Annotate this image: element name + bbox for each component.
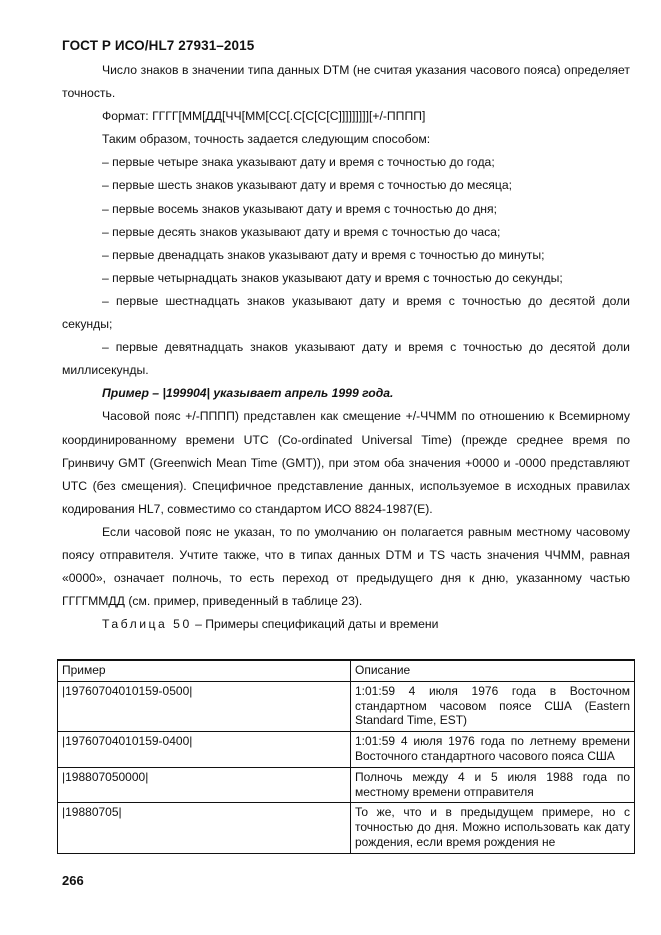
paragraph-intro: Таким образом, точность задается следующим способом: xyxy=(102,132,431,147)
cell-example: |19880705| xyxy=(58,803,351,853)
table-row xyxy=(58,681,635,731)
cell-description: То же, что и в предыдущем примере, но с точностью до дня. Можно использовать как дату рождения, если время рождения не xyxy=(351,803,635,853)
cell-example: |198807050000| xyxy=(58,767,351,803)
table-header-row xyxy=(58,660,635,681)
document-header: ГОСТ Р ИСО/HL7 27931–2015 xyxy=(62,38,255,53)
paragraph-format: Формат: ГГГГ[ММ[ДД[ЧЧ[ММ[СС[.С[С[С[С]]]]]]]]][+/-ПППП] xyxy=(102,109,426,124)
list-item: – первые шесть знаков указывают дату и время с точностью до месяца; xyxy=(102,178,513,193)
page-number: 266 xyxy=(62,873,84,888)
paragraph-default-timezone: Если часовой пояс не указан, то по умолчанию он полагается равным местному часовому поясу отправителя. Учтите также, что в типах данных DTM и TS часть значения ЧЧММ, равная «0000», означает полночь, то есть переход от предыдущего дня к дню, указанному частью ГГГГММДД (см. пример, приведенный в таблице 23). xyxy=(62,524,630,609)
list-item: – первые четыре знака указывают дату и время с точностью до года; xyxy=(102,155,495,170)
cell-description: Полночь между 4 и 5 июля 1988 года по местному времени отправителя xyxy=(351,767,635,803)
table-caption-text: – Примеры спецификаций даты и времени xyxy=(195,617,439,632)
list-item: – первые девятнадцать знаков указывают дату и время с точностью до десятой доли миллисекунды. xyxy=(62,340,630,378)
table-caption-label: Таблица 50 xyxy=(102,617,192,632)
paragraph-timezone: Часовой пояс +/-ПППП) представлен как смещение +/-ЧЧММ по отношению к Всемирному координированному времени UTC (Co-ordinated Universal Time) (прежде среднее время по Гринвичу GMT (Greenwich Mean Time (GMT)), при этом оба значения +0000 и -0000 представляют UTC (без смещения). Специфичное представление данных, используемое в исходных правилах кодирования HL7, совместимо со стандартом ИСО 8824-1987(Е). xyxy=(62,409,630,516)
column-header-description: Описание xyxy=(351,660,635,681)
paragraph-precision: Число знаков в значении типа данных DTM (не считая указания часового пояса) определяет точность. xyxy=(62,63,630,101)
main-content xyxy=(62,59,630,636)
list-item: – первые восемь знаков указывают дату и время с точностью до дня; xyxy=(102,201,498,216)
cell-description: 1:01:59 4 июля 1976 года по летнему времени Восточного стандартного часового пояса США xyxy=(351,732,635,768)
examples-table xyxy=(57,659,635,854)
cell-example: |19760704010159-0500| xyxy=(58,681,351,731)
list-item: – первые двенадцать знаков указывают дату и время с точностью до минуты; xyxy=(102,247,545,262)
table-row xyxy=(58,732,635,768)
example-note: Пример – |199904| указывает апрель 1999 года. xyxy=(102,386,394,401)
list-item: – первые четырнадцать знаков указывают дату и время с точностью до секунды; xyxy=(102,270,563,285)
table-row xyxy=(58,767,635,803)
cell-description: 1:01:59 4 июля 1976 года в Восточном стандартном часовом поясе США (Eastern Standard Time, EST) xyxy=(351,681,635,731)
list-item: – первые шестнадцать знаков указывают дату и время с точностью до десятой доли секунды; xyxy=(62,293,630,332)
list-item: – первые десять знаков указывают дату и время с точностью до часа; xyxy=(102,224,501,239)
table-caption xyxy=(62,613,630,636)
cell-example: |19760704010159-0400| xyxy=(58,732,351,768)
table-container xyxy=(57,659,635,871)
column-header-example: Пример xyxy=(58,660,351,681)
table-row xyxy=(58,803,635,853)
